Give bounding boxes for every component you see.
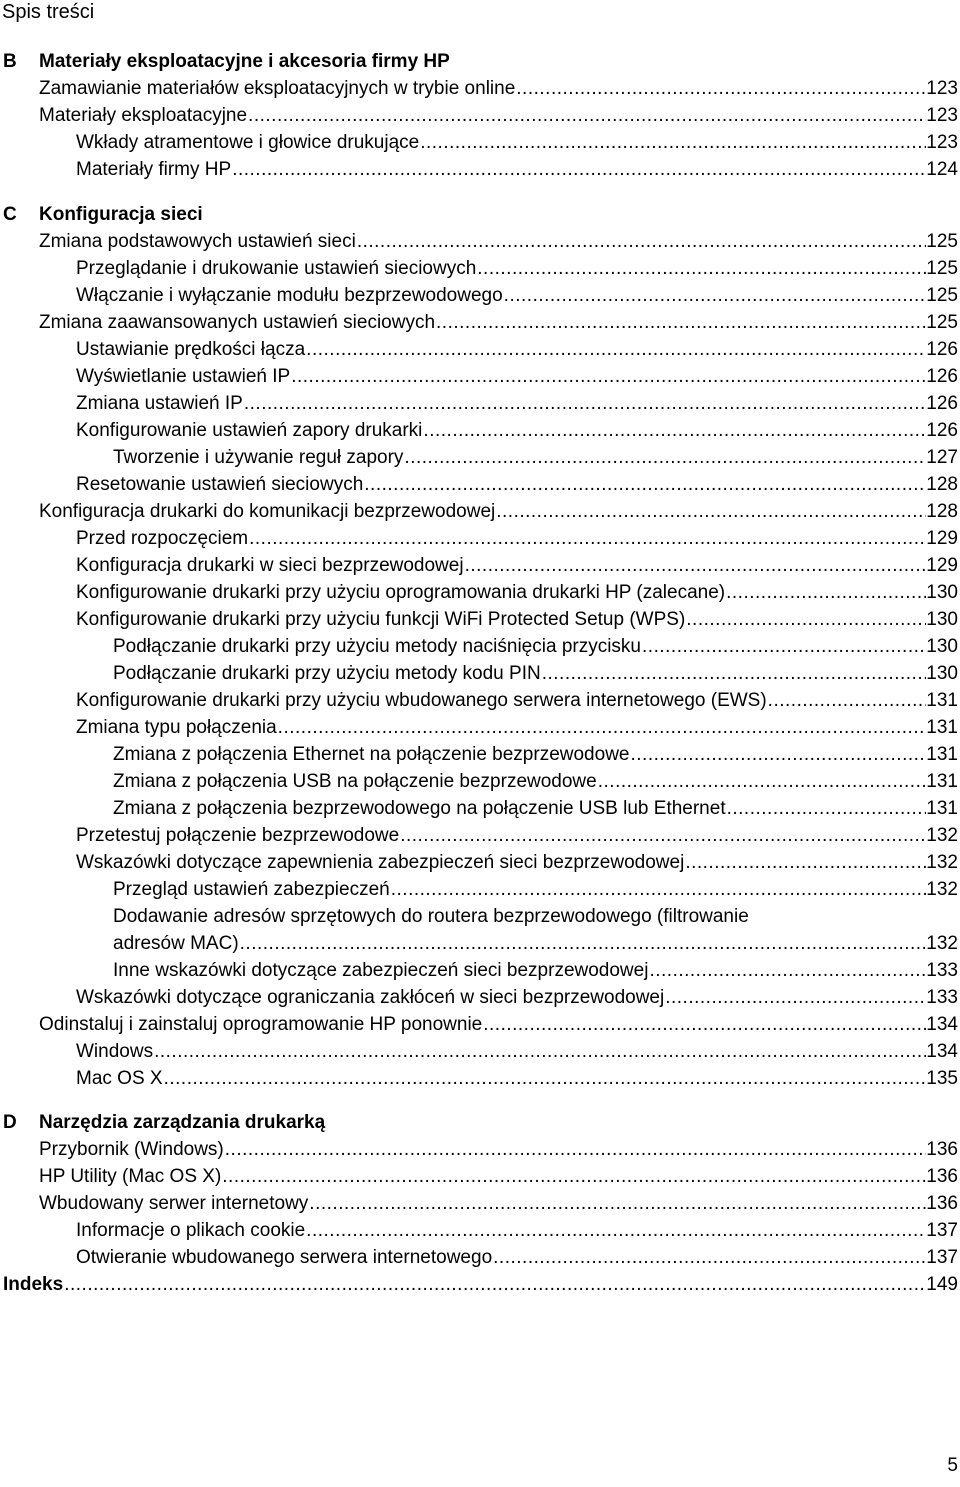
toc-entry[interactable] bbox=[39, 102, 958, 129]
dot-leader bbox=[278, 714, 927, 741]
toc-entry-text: Mac OS X bbox=[76, 1068, 163, 1089]
toc-page-number: 129 bbox=[926, 528, 958, 549]
toc-entry[interactable] bbox=[39, 1136, 958, 1163]
toc-page-number: 149 bbox=[926, 1274, 958, 1295]
toc-page-number: 136 bbox=[926, 1139, 958, 1160]
dot-leader bbox=[598, 768, 927, 795]
toc-page-number: 125 bbox=[926, 231, 958, 252]
toc-entry-text: Wbudowany serwer internetowy bbox=[39, 1193, 309, 1214]
toc-entry-text: Przetestuj połączenie bezprzewodowe bbox=[76, 825, 400, 846]
toc-entry[interactable] bbox=[113, 930, 958, 957]
section-b-heading bbox=[0, 48, 960, 75]
dot-leader bbox=[423, 417, 926, 444]
dot-leader bbox=[504, 282, 927, 309]
dot-leader bbox=[225, 1136, 927, 1163]
dot-leader bbox=[493, 1244, 926, 1271]
toc-entry[interactable] bbox=[76, 606, 958, 633]
toc-entry[interactable] bbox=[113, 795, 958, 822]
toc-page-number: 126 bbox=[926, 366, 958, 387]
toc-entry[interactable] bbox=[76, 525, 958, 552]
toc-page-number: 134 bbox=[926, 1014, 958, 1035]
toc-entry[interactable] bbox=[76, 849, 958, 876]
toc-page-number: 125 bbox=[926, 312, 958, 333]
toc-entry[interactable] bbox=[76, 282, 958, 309]
toc-entry-text: Przybornik (Windows) bbox=[39, 1139, 224, 1160]
toc-page-number: 136 bbox=[926, 1166, 958, 1187]
toc-entry-text: adresów MAC) bbox=[113, 933, 239, 954]
toc-page-number: 123 bbox=[926, 105, 958, 126]
toc-entry[interactable] bbox=[39, 1011, 958, 1038]
toc-entry[interactable] bbox=[76, 1244, 958, 1271]
dot-leader bbox=[685, 849, 926, 876]
toc-entry-text: Resetowanie ustawień sieciowych bbox=[76, 474, 364, 495]
toc-entry[interactable] bbox=[39, 1190, 958, 1217]
dot-leader bbox=[496, 498, 926, 525]
toc-page-number: 132 bbox=[926, 879, 958, 900]
toc-entry-index[interactable] bbox=[3, 1271, 958, 1298]
dot-leader bbox=[154, 1038, 926, 1065]
toc-entry-text: Zmiana zaawansowanych ustawień sieciowych bbox=[39, 312, 436, 333]
toc-entry-text: HP Utility (Mac OS X) bbox=[39, 1166, 222, 1187]
toc-page-number: 124 bbox=[926, 159, 958, 180]
toc-entry-text: Tworzenie i używanie reguł zapory bbox=[113, 447, 404, 468]
dot-leader bbox=[630, 741, 926, 768]
toc-entry[interactable] bbox=[76, 255, 958, 282]
toc-entry-text: Zmiana z połączenia USB na połączenie bezprzewodowe bbox=[113, 771, 597, 792]
toc-entry-text: Zmiana typu połączenia bbox=[76, 717, 277, 738]
toc-page-number: 126 bbox=[926, 339, 958, 360]
dot-leader bbox=[768, 687, 927, 714]
dot-leader bbox=[483, 1011, 926, 1038]
toc-entry-text: Zmiana ustawień IP bbox=[76, 393, 243, 414]
toc-entry-text: Konfigurowanie drukarki przy użyciu wbudowanego serwera internetowego (EWS) bbox=[76, 690, 767, 711]
section-title: Materiały eksploatacyjne i akcesoria firmy HP bbox=[39, 51, 450, 72]
dot-leader bbox=[436, 309, 926, 336]
toc-entry-text: Zmiana z połączenia bezprzewodowego na połączenie USB lub Ethernet bbox=[113, 798, 726, 819]
dot-leader bbox=[232, 156, 926, 183]
dot-leader bbox=[291, 363, 926, 390]
toc-entry[interactable] bbox=[76, 1217, 958, 1244]
toc-page-number: 136 bbox=[926, 1193, 958, 1214]
toc-page-number: 128 bbox=[926, 501, 958, 522]
toc-page-number: 131 bbox=[926, 717, 958, 738]
toc-entry-text: Informacje o plikach cookie bbox=[76, 1220, 306, 1241]
toc-entry[interactable] bbox=[113, 876, 958, 903]
toc-entry-text: Inne wskazówki dotyczące zabezpieczeń sieci bezprzewodowej bbox=[113, 960, 649, 981]
dot-leader bbox=[249, 525, 926, 552]
toc-page-number: 131 bbox=[926, 744, 958, 765]
toc-page-number: 132 bbox=[926, 852, 958, 873]
section-c-heading bbox=[0, 201, 960, 228]
toc-entry[interactable] bbox=[76, 984, 958, 1011]
section-letter: B bbox=[3, 51, 17, 72]
toc-page-number: 137 bbox=[926, 1220, 958, 1241]
toc-entry[interactable] bbox=[76, 129, 958, 156]
dot-leader bbox=[420, 129, 926, 156]
toc-page-number: 126 bbox=[926, 393, 958, 414]
dot-leader bbox=[542, 660, 927, 687]
toc-entry[interactable] bbox=[39, 228, 958, 255]
toc-entry-text: Konfiguracja drukarki do komunikacji bezprzewodowej bbox=[39, 501, 496, 522]
page-header-title: Spis treści bbox=[2, 1, 95, 23]
toc-entry[interactable] bbox=[76, 471, 958, 498]
dot-leader bbox=[727, 795, 927, 822]
toc-entry-text: Otwieranie wbudowanego serwera internetowego bbox=[76, 1247, 493, 1268]
section-letter: C bbox=[3, 204, 17, 225]
toc-entry-text: Przed rozpoczęciem bbox=[76, 528, 249, 549]
dot-leader bbox=[64, 1271, 926, 1298]
toc-entry-text: Ustawianie prędkości łącza bbox=[76, 339, 306, 360]
toc-entry[interactable] bbox=[76, 336, 958, 363]
toc-entry[interactable] bbox=[76, 714, 958, 741]
toc-entry[interactable] bbox=[76, 363, 958, 390]
dot-leader bbox=[240, 930, 927, 957]
dot-leader bbox=[244, 390, 926, 417]
dot-leader bbox=[686, 606, 926, 633]
dot-leader bbox=[465, 552, 927, 579]
toc-page-number: 130 bbox=[926, 663, 958, 684]
toc-page-number: 132 bbox=[926, 933, 958, 954]
section-d-heading bbox=[0, 1109, 960, 1136]
toc-entry[interactable] bbox=[39, 309, 958, 336]
dot-leader bbox=[391, 876, 927, 903]
dot-leader bbox=[248, 102, 926, 129]
toc-page-number: 128 bbox=[926, 474, 958, 495]
dot-leader bbox=[642, 633, 926, 660]
dot-leader bbox=[164, 1065, 927, 1092]
toc-entry[interactable] bbox=[39, 498, 958, 525]
toc-entry-text: Wskazówki dotyczące ograniczania zakłóceń w sieci bezprzewodowej bbox=[76, 987, 665, 1008]
toc-entry-text: Materiały eksploatacyjne bbox=[39, 105, 248, 126]
toc-entry-text: Wkłady atramentowe i głowice drukujące bbox=[76, 132, 420, 153]
toc-page-number: 127 bbox=[926, 447, 958, 468]
toc-entry[interactable] bbox=[113, 768, 958, 795]
toc-entry[interactable] bbox=[113, 444, 958, 471]
toc-entry[interactable] bbox=[76, 579, 958, 606]
toc-entry-text: Materiały firmy HP bbox=[76, 159, 232, 180]
toc-entry[interactable] bbox=[76, 390, 958, 417]
dot-leader bbox=[309, 1190, 926, 1217]
toc-entry[interactable] bbox=[39, 75, 958, 102]
toc-entry-text-line1: Dodawanie adresów sprzętowych do routera bezprzewodowego (filtrowanie bbox=[113, 906, 749, 927]
toc-entry-text: Windows bbox=[76, 1041, 154, 1062]
toc-page-number: 125 bbox=[926, 258, 958, 279]
toc-entry[interactable] bbox=[76, 822, 958, 849]
toc-entry[interactable] bbox=[76, 156, 958, 183]
toc-entry-text: Konfiguracja drukarki w sieci bezprzewodowej bbox=[76, 555, 464, 576]
toc-entry-text: Zamawianie materiałów eksploatacyjnych w trybie online bbox=[39, 78, 516, 99]
toc-entry[interactable] bbox=[113, 741, 958, 768]
section-letter: D bbox=[3, 1112, 17, 1133]
toc-page-number: 134 bbox=[926, 1041, 958, 1062]
toc-entry[interactable] bbox=[113, 957, 958, 984]
toc-page-number: 125 bbox=[926, 285, 958, 306]
toc-entry-text: Zmiana podstawowych ustawień sieci bbox=[39, 231, 356, 252]
toc-entry-text: Konfigurowanie drukarki przy użyciu funkcji WiFi Protected Setup (WPS) bbox=[76, 609, 686, 630]
toc-entry-text: Podłączanie drukarki przy użyciu metody kodu PIN bbox=[113, 663, 541, 684]
dot-leader bbox=[306, 336, 926, 363]
toc-entry-text: Konfigurowanie drukarki przy użyciu oprogramowania drukarki HP (zalecane) bbox=[76, 582, 726, 603]
toc-page-number: 131 bbox=[926, 690, 958, 711]
toc-page-number: 131 bbox=[926, 771, 958, 792]
toc-entry[interactable] bbox=[76, 687, 958, 714]
dot-leader bbox=[665, 984, 926, 1011]
toc-entry-text: Podłączanie drukarki przy użyciu metody naciśnięcia przycisku bbox=[113, 636, 642, 657]
dot-leader bbox=[400, 822, 926, 849]
toc-entry-text: Odinstaluj i zainstaluj oprogramowanie HP ponownie bbox=[39, 1014, 483, 1035]
dot-leader bbox=[516, 75, 926, 102]
toc-entry[interactable] bbox=[113, 660, 958, 687]
toc-entry-text: Wyświetlanie ustawień IP bbox=[76, 366, 291, 387]
toc-entry[interactable] bbox=[113, 633, 958, 660]
toc-entry-text: Przeglądanie i drukowanie ustawień sieciowych bbox=[76, 258, 477, 279]
toc-entry-text: Indeks bbox=[3, 1274, 64, 1295]
toc-page-number: 130 bbox=[926, 636, 958, 657]
toc-page-number: 126 bbox=[926, 420, 958, 441]
toc-page-number: 123 bbox=[926, 132, 958, 153]
toc-entry[interactable] bbox=[39, 1163, 958, 1190]
toc-page-number: 130 bbox=[926, 582, 958, 603]
toc-page-number: 133 bbox=[926, 960, 958, 981]
dot-leader bbox=[726, 579, 926, 606]
dot-leader bbox=[364, 471, 926, 498]
toc-entry-text: Przegląd ustawień zabezpieczeń bbox=[113, 879, 390, 900]
toc-entry[interactable] bbox=[76, 1065, 958, 1092]
toc-entry[interactable] bbox=[76, 417, 958, 444]
toc-entry-text: Konfigurowanie ustawień zapory drukarki bbox=[76, 420, 423, 441]
toc-page-number: 133 bbox=[926, 987, 958, 1008]
toc-page-number: 132 bbox=[926, 825, 958, 846]
toc-page-number: 137 bbox=[926, 1247, 958, 1268]
dot-leader bbox=[477, 255, 926, 282]
toc-page-number: 129 bbox=[926, 555, 958, 576]
toc-page-number: 130 bbox=[926, 609, 958, 630]
toc-entry-text: Wskazówki dotyczące zapewnienia zabezpieczeń sieci bezprzewodowej bbox=[76, 852, 685, 873]
toc-entry[interactable] bbox=[76, 552, 958, 579]
dot-leader bbox=[404, 444, 926, 471]
dot-leader bbox=[222, 1163, 926, 1190]
section-title: Konfiguracja sieci bbox=[39, 204, 203, 225]
section-title: Narzędzia zarządzania drukarką bbox=[39, 1112, 326, 1133]
toc-entry-text: Włączanie i wyłączanie modułu bezprzewodowego bbox=[76, 285, 503, 306]
page-number: 5 bbox=[947, 1455, 958, 1476]
dot-leader bbox=[649, 957, 926, 984]
toc-page-number: 135 bbox=[926, 1068, 958, 1089]
dot-leader bbox=[306, 1217, 926, 1244]
toc-page-number: 123 bbox=[926, 78, 958, 99]
dot-leader bbox=[357, 228, 926, 255]
toc-page-number: 131 bbox=[926, 798, 958, 819]
toc-entry[interactable] bbox=[76, 1038, 958, 1065]
toc-entry-text: Zmiana z połączenia Ethernet na połączenie bezprzewodowe bbox=[113, 744, 630, 765]
